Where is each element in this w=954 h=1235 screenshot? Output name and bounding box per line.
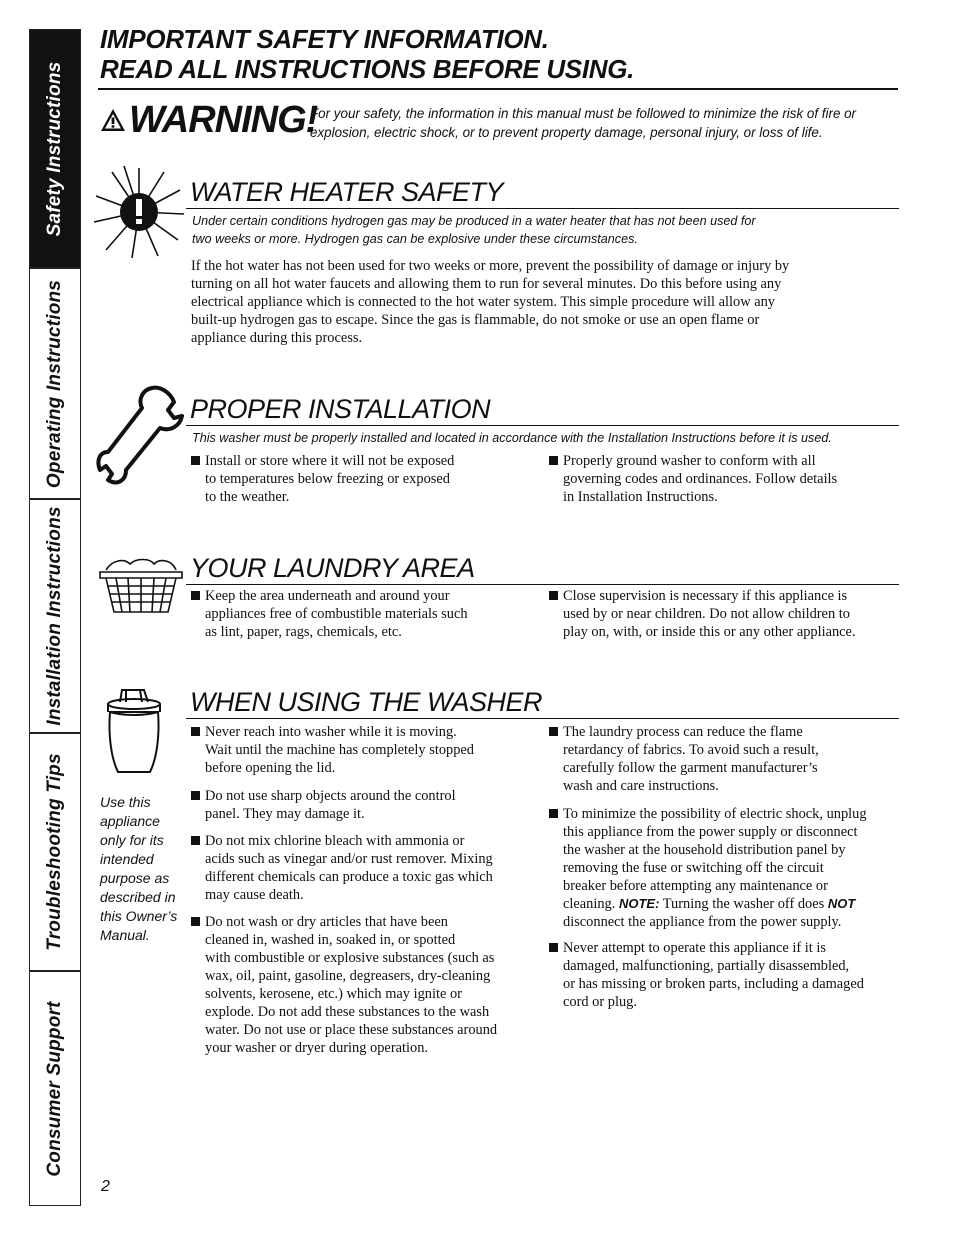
bullet-line: Install or store where it will not be exposed [205,453,455,469]
bullet-line: disconnect the appliance from the power supply. [563,914,842,930]
laundry-basket-icon [98,556,184,614]
water-heater-body [191,257,911,347]
note-line: appliance [100,813,160,829]
laundry-bullet-right [549,587,923,641]
washer-bullet-no-reach [191,723,555,777]
tab-installation-instructions[interactable] [29,499,81,733]
section-rule [186,425,899,426]
tab-label: Consumer Support [44,1000,65,1177]
tab-troubleshooting-tips[interactable] [29,733,81,971]
note-line: this Owner’s [100,908,178,924]
text-run: Turning the washer off does [659,896,828,912]
body-line: appliance during this process. [191,330,363,346]
section-rule [186,208,899,209]
washer-bullet-electric-shock [549,805,925,931]
laundry-bullet-left [191,587,545,641]
text-run: cleaning. [563,896,619,912]
bullet-line: this appliance from the power supply or disconnect [563,824,858,840]
intended-use-note [100,793,190,945]
header-line-2: READ ALL INSTRUCTIONS BEFORE USING. [100,54,635,84]
body-line: built-up hydrogen gas to escape. Since the gas is flammable, do not smoke or use an open flame or [191,312,760,328]
water-heater-safety-title: WATER HEATER SAFETY [190,177,504,207]
note-line: Use this [100,794,151,810]
bullet-line: as lint, paper, rags, chemicals, etc. [205,624,402,640]
section-rule [186,718,899,719]
bullet-line: Do not use sharp objects around the control [205,788,456,804]
bullet-line: removing the fuse or switching off the circuit [563,860,824,876]
tab-label: Operating Instructions [44,279,65,488]
bullet-line: Wait until the machine has completely stopped [205,742,474,758]
exclamation-burst-icon [92,164,186,260]
washer-bullet-damaged [549,939,925,1011]
washer-bullet-chlorine [191,832,555,904]
bullet-line: Never attempt to operate this appliance if it is [563,940,826,956]
bullet-square [191,727,200,736]
tab-label: Troubleshooting Tips [44,753,65,951]
bullet-line [563,895,925,913]
bullet-line: Do not wash or dry articles that have been [205,914,448,930]
not-emphasis: NOT [827,896,856,911]
bullet-line: before opening the lid. [205,760,336,776]
tab-label: Safety Instructions [44,61,65,236]
note-line: intended [100,851,154,867]
tab-label: Installation Instructions [44,506,65,726]
bullet-line: may cause death. [205,887,304,903]
water-heater-warning-line: Under certain conditions hydrogen gas may be produced in a water heater that has not been used for [192,214,756,228]
bullet-line: the washer at the household distribution panel by [563,842,846,858]
bullet-line: The laundry process can reduce the flame [563,724,803,740]
warning-triangle-icon [100,108,126,132]
bullet-line: breaker before attempting any maintenance or [563,878,828,894]
bullet-line: appliances free of combustible materials such [205,606,468,622]
bullet-square [191,917,200,926]
bullet-line: carefully follow the garment manufacturer’s [563,760,818,776]
note-line: only for its [100,832,164,848]
bullet-square [549,456,558,465]
bullet-line: water. Do not use or place these substances around [205,1022,498,1038]
body-line: electrical appliance which is connected to the hot water system. This simple procedure will allow any [191,294,775,310]
tab-operating-instructions[interactable] [29,268,81,499]
bullet-line: To minimize the possibility of electric shock, unplug [563,806,867,822]
bullet-square [549,591,558,600]
when-using-washer-title: WHEN USING THE WASHER [190,687,543,717]
your-laundry-area-title: YOUR LAUNDRY AREA [190,553,475,583]
body-line: If the hot water has not been used for two weeks or more, prevent the possibility of damage or injury by [191,258,790,274]
bullet-square [191,836,200,845]
warning-heading [100,98,317,142]
proper-installation-title: PROPER INSTALLATION [190,394,491,424]
bullet-line: governing codes and ordinances. Follow details [563,471,838,487]
bullet-square [191,791,200,800]
header-line-1: IMPORTANT SAFETY INFORMATION. [100,24,549,54]
bullet-square [549,809,558,818]
page-number: 2 [101,1178,110,1195]
page-header [100,24,634,84]
water-heater-warning [192,212,756,248]
warning-text: For your safety, the information in this manual must be followed to minimize the risk of fire or explosion, electric shock, or to prevent property damage, personal injury, or loss of life. [310,106,857,140]
bullet-line: retardancy of fabrics. To avoid such a result, [563,742,819,758]
bullet-line: or has missing or broken parts, including a damaged [563,976,864,992]
bullet-line: with combustible or explosive substances (such as [205,950,495,966]
header-rule [98,88,898,90]
bullet-line: your washer or dryer during operation. [205,1040,428,1056]
bullet-line: different chemicals can produce a toxic gas which [205,869,493,885]
bullet-line: to temperatures below freezing or exposed [205,471,450,487]
wrench-icon [94,382,186,490]
installation-note: This washer must be properly installed and located in accordance with the Installation Instructions before it is used. [192,431,832,445]
water-heater-warning-line: two weeks or more. Hydrogen gas can be explosive under these circumstances. [192,232,638,246]
bullet-line: acids such as vinegar and/or rust remover. Mixing [205,851,493,867]
washer-bucket-icon [104,688,164,776]
bullet-line: to the weather. [205,489,290,505]
bullet-line: Close supervision is necessary if this appliance is [563,588,848,604]
bullet-line: wax, oil, paint, gasoline, degreasers, dry-cleaning [205,968,491,984]
washer-bullet-combustibles [191,913,555,1057]
section-tabs [29,29,83,1206]
installation-bullet-left [191,452,545,506]
bullet-line: panel. They may damage it. [205,806,365,822]
note-line: Manual. [100,927,150,943]
section-rule [186,584,899,585]
body-line: turning on all hot water faucets and allowing them to run for several minutes. Do this before using any [191,276,782,292]
bullet-square [191,456,200,465]
bullet-line: Do not mix chlorine bleach with ammonia or [205,833,465,849]
bullet-square [549,943,558,952]
bullet-line: Properly ground washer to conform with all [563,453,816,469]
bullet-square [549,727,558,736]
bullet-line: damaged, malfunctioning, partially disassembled, [563,958,850,974]
note-line: purpose as [100,870,170,886]
bullet-square [191,591,200,600]
bullet-line: Keep the area underneath and around your [205,588,450,604]
note-line: described in [100,889,176,905]
bullet-line: in Installation Instructions. [563,489,718,505]
washer-bullet-sharp-objects [191,787,555,823]
bullet-line: cord or plug. [563,994,637,1010]
bullet-line: Never reach into washer while it is moving. [205,724,457,740]
warning-word: WARNING! [129,99,318,141]
washer-bullet-flame-retardancy [549,723,923,795]
tab-consumer-support[interactable] [29,971,81,1206]
bullet-line: used by or near children. Do not allow children to [563,606,850,622]
note-label: NOTE: [618,896,660,911]
bullet-line: explode. Do not add these substances to the wash [205,1004,490,1020]
bullet-line: wash and care instructions. [563,778,719,794]
tab-safety-instructions[interactable] [29,29,81,268]
bullet-line: solvents, kerosene, etc.) which may ignite or [205,986,462,1002]
installation-bullet-right [549,452,918,506]
bullet-line: play on, with, or inside this or any other appliance. [563,624,856,640]
bullet-line: cleaned in, washed in, soaked in, or spotted [205,932,456,948]
